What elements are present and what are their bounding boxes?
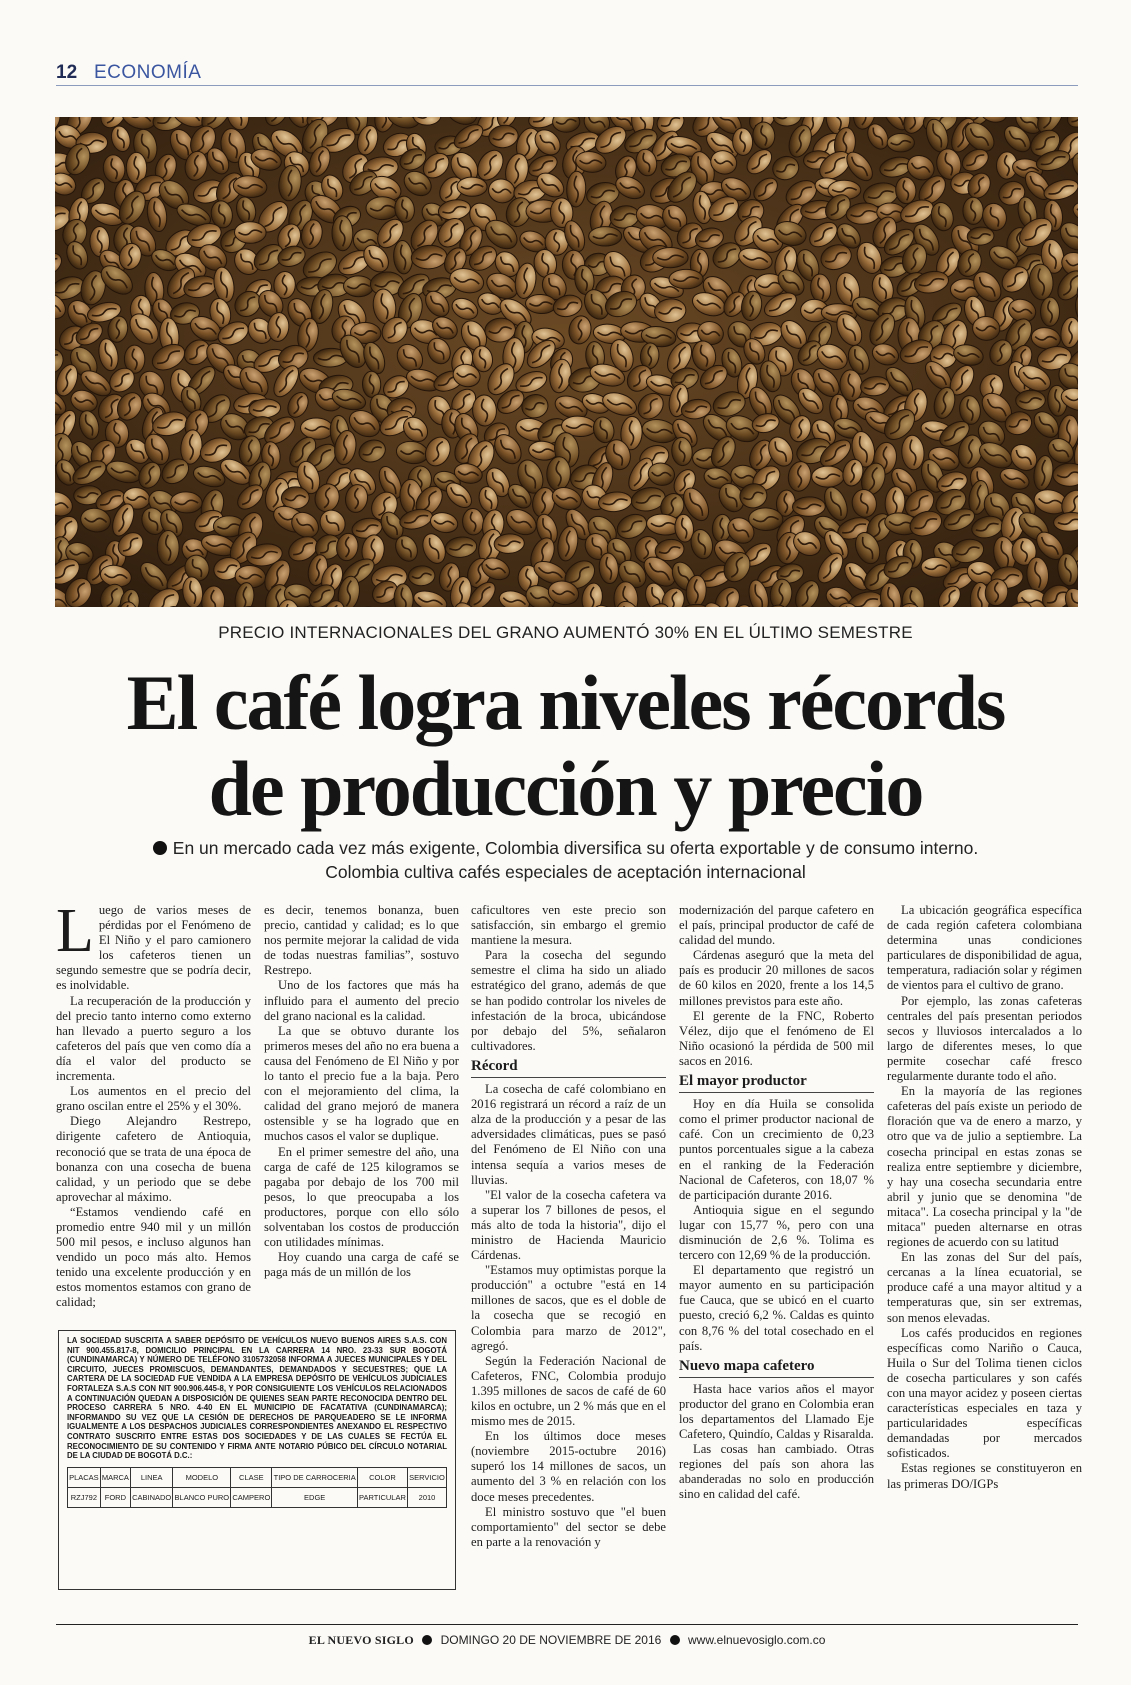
table-header-cell: LINEA (131, 1467, 173, 1487)
article-paragraph: Diego Alejandro Restrepo, dirigente cafetero de Antioquia, reconoció que se trata de una época de bonanza con una cosecha de buena calidad, y un periodo que se debe aprovechar al máximo. (56, 1114, 251, 1204)
table-cell: PARTICULAR (357, 1487, 407, 1507)
table-header-cell: COLOR (357, 1467, 407, 1487)
article-paragraph: Antioquia sigue en el segundo lugar con 15,77 %, pero con una disminución de 2,6 %. Tolima es tercero con 12,69 % de la producción. (679, 1202, 874, 1263)
article-paragraph: La ubicación geográfica específica de cada región cafetera colombiana determina unas condiciones particulares de disponibilidad de agua, temperatura, radiación solar y régimen de vientos para el cultivo de grano. (887, 903, 1082, 993)
separator-dot-icon (670, 1635, 680, 1645)
deck (120, 836, 1011, 884)
kicker: PRECIO INTERNACIONALES DEL GRANO AUMENTÓ 30% EN EL ÚLTIMO SEMESTRE (218, 623, 913, 642)
article-paragraph: Según la Federación Nacional de Cafeteros, FNC, Colombia produjo 1.395 millones de sacos de café de 60 kilos en octubre, un 2 % más que en el mismo mes de 2015. (471, 1353, 666, 1429)
subhead-mayor-productor: El mayor productor (679, 1074, 874, 1093)
article-column-3 (471, 903, 666, 1598)
subhead-record: Récord (471, 1059, 666, 1078)
page-footer (56, 1624, 1078, 1648)
article-paragraph: Los aumentos en el precio del grano oscilan entre el 25% y el 30%. (56, 1084, 251, 1114)
article-paragraph: La cosecha de café colombiano en 2016 registrará un récord a raíz de un alza de la producción y a pesar de las adversidades climáticas, pues se pasó del Fenómeno de El Niño con una intensa sequía a varios meses de lluvias. (471, 1082, 666, 1187)
article-paragraph: En el primer semestre del año, una carga de café de 125 kilogramos se pagaba por debajo de los 700 mil pesos, lo que preocupaba a los productores, porque con ello sólo solventaban los costos de producción con utilidades mínimas. (264, 1144, 459, 1250)
page-header (56, 60, 1078, 86)
article-paragraph: Por ejemplo, las zonas cafeteras centrales del país presentan periodos secos y lluviosos intercalados a lo largo de diferentes meses, lo que permite cosechar café fresco regularmente durante todo el año. (887, 993, 1082, 1084)
newspaper-brand: EL NUEVO SIGLO (308, 1633, 414, 1647)
article-column-4 (679, 903, 874, 1598)
article-paragraph: Hoy en día Huila se consolida como el primer productor nacional de café. Con un crecimiento de 0,23 puntos porcentuales sigue a la cabeza en el ranking de la Federación Nacional de Cafeteros, con 18,07 % de participación durante 2016. (679, 1097, 874, 1202)
article-paragraph: Hasta hace varios años el mayor productor del grano en Colombia eran los departamentos del Llamado Eje Cafetero, Quindío, Caldas y Risaralda. (679, 1381, 874, 1442)
article-paragraph: En los últimos doce meses (noviembre 2015-octubre 2016) superó los 14 millones de sacos, un aumento del 3 % en relación con los doce meses precedentes. (471, 1429, 666, 1504)
article-paragraph: La recuperación de la producción y del precio tanto interno como externo han llevado a puerto seguro a los cafeteros del país que ven como día a día el valor del producto se incrementa. (56, 993, 251, 1084)
table-header-row (68, 1467, 447, 1487)
article-paragraph: Para la cosecha del segundo semestre el clima ha sido un aliado estratégico del grano, además de que se han podido controlar los niveles de infestación de la broca, ubicándose por debajo del 5%, señalaron cultivadores. (471, 948, 666, 1053)
article-paragraph: modernización del parque cafetero en el país, principal productor de café de calidad del mundo. (679, 903, 874, 948)
article-paragraph: Hoy cuando una carga de café se paga más de un millón de los (264, 1250, 459, 1280)
article-paragraph: "El valor de la cosecha cafetera va a superar los 7 billones de pesos, el más alto de toda la historia", dijo el ministro de Hacienda Mauricio Cárdenas. (471, 1187, 666, 1263)
table-header-cell: PLACAS (68, 1467, 101, 1487)
article-column-2 (264, 903, 459, 1320)
legal-notice-text: LA SOCIEDAD SUSCRITA A SABER DEPÓSITO DE VEHÍCULOS NUEVO BUENOS AIRES S.A.S. CON NIT 900.455.817-8, DOMICILIO PRINCIPAL EN LA CARRERA 14 NRO. 23-33 SUR BOGOTÁ (CUNDINAMARCA) Y NÚMERO DE TELÉFONO 3105732058 INFORMA A JUECES MUNICIPALES Y DEL CIRCUITO, JUECES PROMISCUOS, DEMANDANTES, DEMANDADOS Y SECUESTRES; QUE LA CARTERA DE LA SOCIEDAD FUE VENDIDA A LA EMPRESA DEPÓSITO DE VEHÍCULOS JUDICIALES FORTALEZA S.A.S CON NIT 900.906.445-8, Y POR CONSIGUIENTE LOS VEHÍCULOS RELACIONADOS A CONTINUACIÓN QUEDAN A DISPOSICIÓN DE QUIENES SEAN PARTE RECONOCIDA DENTRO DEL PROCESO CARRERA 5 NRO. 4-40 EN EL MUNICIPIO DE FACATATIVA (CUNDINAMARCA); INFORMANDO SU VEZ QUE LA CESIÓN DE DERECHOS DE PARQUEADERO SE LE INFORMA IGUALMENTE A LOS DESPACHOS JUDICIALES CORRESPONDIENTES ANEXANDO EL RESPECTIVO CONTRATO SUSCRITO ENTRE ESTAS DOS SOCIEDADES Y DE LAS CUALES SE FECTÚA EL RECONOCIMIENTO DE SU CONTENIDO Y FIRMA ANTE NOTARIO PÚBICO DEL CÍRCULO NOTARIAL DE LA CIUDAD DE BOGOTÁ D.C.: (67, 1336, 447, 1461)
article-paragraph: El gerente de la FNC, Roberto Vélez, dijo que el fenómeno de El Niño ocasionó la pérdida de 500 mil sacos en 2016. (679, 1008, 874, 1068)
table-header-cell: SERVICIO (408, 1467, 447, 1487)
table-cell: EDGE (272, 1487, 358, 1507)
article-column-1 (56, 897, 251, 1320)
article-paragraph: Las cosas han cambiado. Otras regiones del país son ahora las abanderadas no solo en producción sino en calidad del café. (679, 1442, 874, 1502)
article-paragraph: Luego de varios meses de pérdidas por el Fenómeno de El Niño y el paro camionero los cafeteros tienen un segundo semestre que se podría decir, es inolvidable. (56, 897, 251, 993)
article-paragraph: Cárdenas aseguró que la meta del país es producir 20 millones de sacos de 60 kilos en 2020, frente a los 14,5 millones previstos para este año. (679, 948, 874, 1008)
coffee-beans-photo (55, 117, 1078, 607)
table-cell: FORD (100, 1487, 130, 1507)
headline-line-1: El café logra niveles récords (126, 659, 1005, 746)
article-paragraph: "Estamos muy optimistas porque la producción" a octubre "está en 14 millones de sacos, que es el doble de la cosecha que se recogió en Colombia para marzo de 2012", agregó. (471, 1263, 666, 1353)
separator-dot-icon (422, 1635, 432, 1645)
article-paragraph: es decir, tenemos bonanza, buen precio, cantidad y calidad; es lo que nos permite mejorar la calidad de vida de todas nuestras familias”, sostuvo Restrepo. (264, 903, 459, 978)
table-row (68, 1487, 447, 1507)
table-header-cell: CLASE (231, 1467, 272, 1487)
article-paragraph: El ministro sostuvo que "el buen comportamiento" del sector se debe en parte a la renovación y (471, 1504, 666, 1549)
article-paragraph: caficultores ven este precio son satisfacción, sin embargo el gremio mantiene la mesura. (471, 903, 666, 948)
table-cell: RZJ792 (68, 1487, 101, 1507)
table-cell: CABINADO (131, 1487, 173, 1507)
article-paragraph: Los cafés producidos en regiones específicas como Nariño o Cauca, Huila o Sur del Tolima tienen ciclos de cosecha particulares y son cafés con una mayor acidez y poseen ciertas características especiales en taza y particularidades específicas demandadas por mercados sofisticados. (887, 1325, 1082, 1461)
headline (0, 660, 1131, 832)
deck-text: En un mercado cada vez más exigente, Colombia diversifica su oferta exportable y de consumo interno. Colombia cultiva cafés especiales de aceptación internacional (172, 838, 979, 882)
table-cell: BLANCO PURO (173, 1487, 231, 1507)
table-header-cell: MODELO (173, 1467, 231, 1487)
article-paragraph: Estas regiones se constituyeron en las primeras DO/IGPs (887, 1461, 1082, 1491)
headline-line-2: de producción y precio (208, 745, 923, 832)
footer-date: DOMINGO 20 DE NOVIEMBRE DE 2016 (440, 1633, 662, 1647)
bullet-dot-icon (153, 841, 167, 855)
article-paragraph: “Estamos vendiendo café en promedio entre 940 mil y un millón 500 mil pesos, e incluso algunos han vendido un poco más alto. Hemos tenido una excelente producción y en estos momentos estamos con grano de calidad; (56, 1204, 251, 1310)
table-header-cell: MARCA (100, 1467, 130, 1487)
subhead-nuevo-mapa: Nuevo mapa cafetero (679, 1359, 874, 1378)
page-number: 12 (56, 62, 78, 83)
article-paragraph: En las zonas del Sur del país, cercanas a la línea ecuatorial, se produce café a una mayor altitud y a temperaturas que, sin ser extremas, son menos elevadas. (887, 1250, 1082, 1325)
article-paragraph: La que se obtuvo durante los primeros meses del año no era buena a causa del Fenómeno de El Niño y por lo tanto el precio fue a la baja. Pero con el mejoramiento del clima, la calidad del grano mejoró de manera ostensible y se ha logrado que en muchos casos el valor se duplique. (264, 1023, 459, 1144)
article-column-5 (887, 903, 1082, 1598)
table-cell: CAMPERO (231, 1487, 272, 1507)
table-cell: 2010 (408, 1487, 447, 1507)
article-paragraph: El departamento que registró un mayor aumento en su participación fue Cauca, que se ubicó en el cuarto puesto, creció 6,2 %. Caldas es quinto con 8,76 % del total cosechado en el país. (679, 1263, 874, 1353)
vehicle-table (67, 1467, 447, 1508)
table-header-cell: TIPO DE CARROCERIA (272, 1467, 358, 1487)
section-name: ECONOMÍA (94, 62, 202, 83)
drop-cap: L (56, 897, 94, 965)
article-paragraph: En la mayoría de las regiones cafeteras del país existe un periodo de floración que va de enero a marzo, y otro que va de julio a septiembre. La cosecha principal en estas zonas se realiza entre septiembre y diciembre, y hay una cosecha secundaria entre abril y junio que se denomina "de mitaca". La cosecha principal y la "de mitaca" pueden alternarse en otras regiones de acuerdo con su latitud (887, 1084, 1082, 1250)
article-paragraph: Uno de los factores que más ha influido para el aumento del precio del grano nacional es la calidad. (264, 978, 459, 1023)
legal-notice-box (58, 1330, 456, 1590)
footer-url: www.elnuevosiglo.com.co (687, 1633, 826, 1647)
